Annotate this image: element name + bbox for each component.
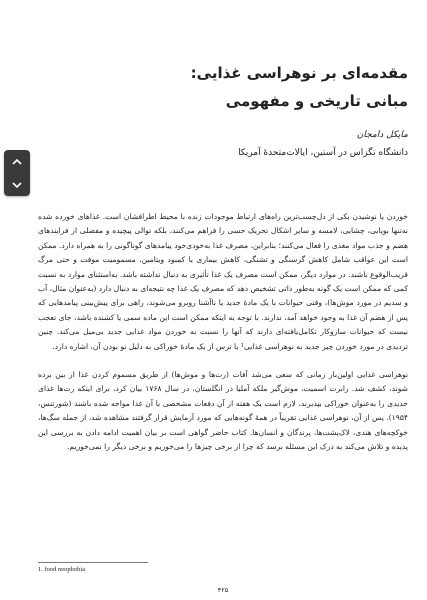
scroll-up-button[interactable]	[7, 153, 27, 171]
footnote: 1. food neophobia	[38, 566, 86, 573]
chevron-up-icon	[11, 156, 23, 168]
body-text	[38, 210, 408, 469]
paragraph-2: نوهراسی غذایی اولین‌بار زمانی که سعی می‌شد آفات (رت‌ها و موش‌ها) از طریق مسموم کردن غذا از بین برده شوند، کشف شد. رابرت اسمیت، موش‌گیر ملکه آملیا در انگلستان، در سال ۱۷۶۸ بیان کرد، برای اینکه رت‌ها غذای جدیدی را به‌عنوان خوراکی بپذیرند، لازم است یک هفته از آن دفعات مشخصی با آن غذا مواجه شده باشند (شورتنس، ۱۹۵۴). پس از آن، نوهراسی غذایی تقریباً در همهٔ گونه‌هایی که مورد آزمایش قرار گرفتند مشاهده شد، از جمله سگ‌ها، خوکچه‌های هندی، لاک‌پشت‌ها، پرندگان و انسان‌ها. کتاب حاضر گواهی است بر بیان اهمیت ادامه دادن به بررسی این پدیده و تلاش می‌کند به درک این مسئله برسد که چرا از برخی چیزها را می‌خوریم و برخی دیگر را نمی‌خوریم.	[38, 370, 408, 452]
chevron-down-icon	[11, 179, 23, 191]
chapter-title-line-2: مبانی تاریخی و مفهومی	[225, 92, 408, 110]
footnote-divider	[38, 562, 148, 563]
paragraph-1: خوردن یا نوشیدن یکی از دل‌چسب‌ترین راه‌های ارتباط موجودات زنده با محیط اطرافشان است. غذاهای خورده شده نه‌تنها بویایی، چشایی، لامسه و سایر اشکال تحریک حسی را فراهم می‌کنند، بلکه توالی پیچیده و مفصلی از فرایندهای هضم و جذب مواد مغذی را فعال می‌کنند؛ بنابراین، مصرف غذا به‌خودی‌خود پیامدهای گوناگونی را به همراه دارد. ممکن است این عواقب شامل کاهش گرسنگی و تشنگی، کاهش بیماری یا کمبود ویتامین، مسمومیت موقت و حتی مرگ قریب‌الوقوع باشند. در موارد دیگر، ممکن است مصرف یک غذا تأثیری به دنبال نداشته باشد. به‌استثنای موارد به نسبت کمی که ممکن است یک گونه به‌طور ذاتی تشخیص دهد که مصرف یک غذا چه نتیجه‌ای به دنبال دارد (به‌عنوان مثال، آب و سدیم در مورد موش‌ها)، وقتی حیوانات با یک مادهٔ جدید یا ناآشنا روبرو می‌شوند، راهی برای پیش‌بینی پیامدهایی که پس از هضم آن غذا به وجود خواهد آمد، ندارند. با توجه به اینکه ممکن است این ماده سمی یا کشنده باشد، جای تعجب نیست که حیوانات سازوکار تکامل‌یافته‌ای دارند که آنها را نسبت به خوردن مواد غذایی جدید بی‌میل می‌کند. چنین تردیدی در مورد خوردن چیز جدید به نوهراسی غذایی¹ یا ترس از یک مادهٔ خوراکی به دلیل نو بودن آن، اشاره دارد.	[38, 212, 408, 351]
author-name: مایکل دامجان	[356, 130, 408, 140]
author-affiliation: دانشگاه تگزاس در آستین، ایالات‌متحدهٔ آمریکا	[238, 148, 408, 158]
chapter-title-line-1: مقدمه‌ای بر نوهراسی غذایی:	[190, 64, 408, 82]
scroll-down-button[interactable]	[7, 176, 27, 194]
page-navigation	[4, 150, 30, 196]
chapter-title	[48, 64, 408, 110]
document-page	[38, 0, 408, 600]
page-number: ۴۲۵	[217, 586, 229, 594]
